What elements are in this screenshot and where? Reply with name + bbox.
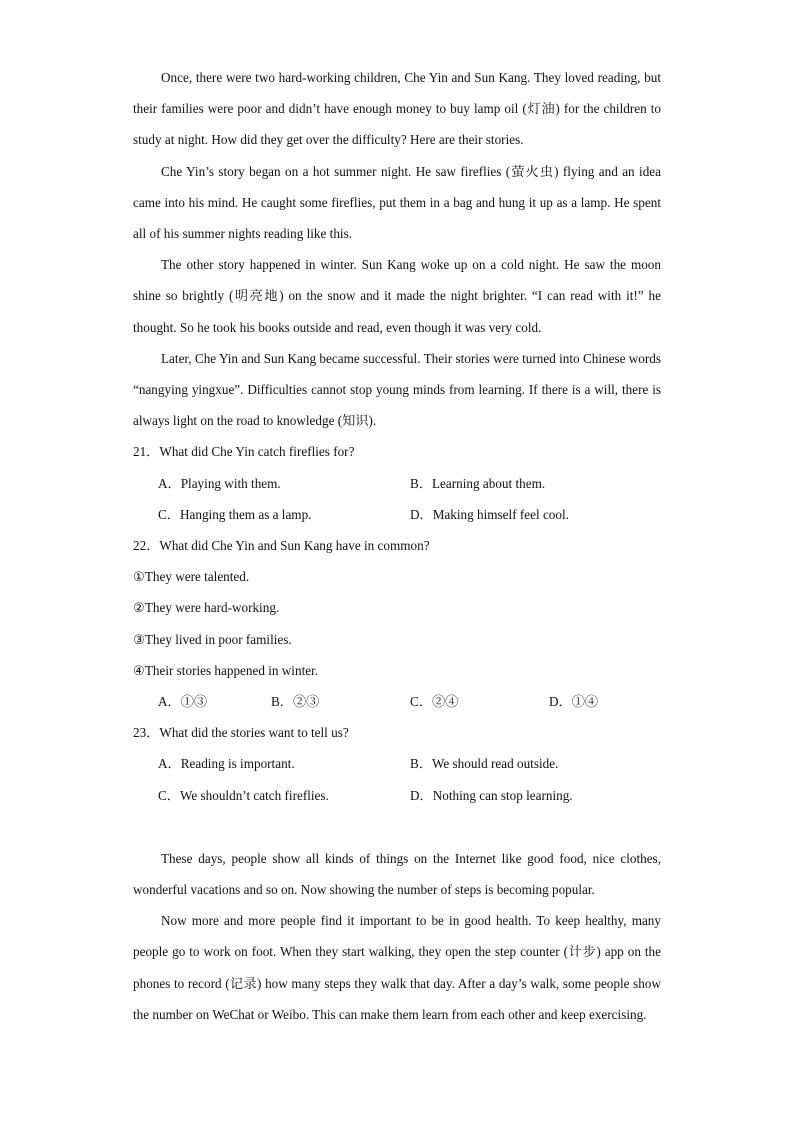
statement-4: ④Their stories happened in winter. bbox=[133, 662, 319, 678]
option-a: A．①③ bbox=[158, 694, 208, 710]
statement-2: ②They were hard-working. bbox=[133, 600, 280, 616]
option-d: D．Nothing can stop learning. bbox=[410, 787, 573, 803]
statement-1: ①They were talented. bbox=[133, 569, 250, 585]
passage-1-paragraph: Che Yin’s story began on a hot summer night. He saw fireflies (萤火虫) flying and an idea came into his mind. He caught some fireflies, put them in a bag and hung it up as a lamp. He spent all of his summer nights reading like this. bbox=[133, 163, 661, 242]
option-b: B．②③ bbox=[271, 694, 320, 710]
option-a: A．Playing with them. bbox=[158, 475, 281, 491]
option-b: B．Learning about them. bbox=[410, 475, 546, 491]
option-d: D．Making himself feel cool. bbox=[410, 506, 569, 522]
passage-2-paragraph: Now more and more people find it important to be in good health. To keep healthy, many people go to work on foot. When they start walking, they open the step counter (计步) app on the phones to record (记录) how many steps they walk that day. After a day’s walk, some people show the number on WeChat or Weibo. This can make them learn from each other and keep exercising. bbox=[133, 913, 661, 1022]
question-21-stem: 21．What did Che Yin catch fireflies for? bbox=[133, 444, 355, 460]
passage-2-paragraph: These days, people show all kinds of things on the Internet like good food, nice clothes, wonderful vacations and so on. Now showing the number of steps is becoming popular. bbox=[133, 850, 661, 898]
passage-1-paragraph: Later, Che Yin and Sun Kang became successful. Their stories were turned into Chinese words “nangying yingxue”. Difficulties cannot stop young minds from learning. If there is a will, there is always light on the road to knowledge (知识). bbox=[133, 350, 661, 429]
question-21-options bbox=[133, 468, 661, 530]
question-22 bbox=[133, 530, 661, 717]
question-23-stem: 23．What did the stories want to tell us? bbox=[133, 725, 349, 741]
option-c: C．②④ bbox=[410, 694, 459, 710]
passage-1-paragraph: The other story happened in winter. Sun Kang woke up on a cold night. He saw the moon shine so brightly (明亮地) on the snow and it made the night brighter. “I can read with it!” he thought. So he took his books outside and read, even though it was very cold. bbox=[133, 257, 661, 335]
passage-2 bbox=[133, 843, 661, 1030]
option-d: D．①④ bbox=[549, 694, 599, 710]
question-22-stem: 22．What did Che Yin and Sun Kang have in common? bbox=[133, 538, 430, 554]
option-c: C．We shouldn’t catch fireflies. bbox=[158, 787, 329, 803]
statement-3: ③They lived in poor families. bbox=[133, 631, 292, 647]
passage-1-paragraph: Once, there were two hard-working children, Che Yin and Sun Kang. They loved reading, but their families were poor and didn’t have enough money to buy lamp oil (灯油) for the children to study at night. How did they get over the difficulty? Here are their stories. bbox=[133, 70, 661, 148]
section-gap bbox=[133, 811, 661, 843]
question-23 bbox=[133, 717, 661, 811]
option-b: B．We should read outside. bbox=[410, 756, 559, 772]
passage-1 bbox=[133, 62, 661, 436]
question-21 bbox=[133, 436, 661, 530]
question-23-options bbox=[133, 748, 661, 810]
question-22-options bbox=[133, 686, 661, 717]
exam-page bbox=[133, 62, 661, 1030]
option-c: C．Hanging them as a lamp. bbox=[158, 506, 312, 522]
option-a: A．Reading is important. bbox=[158, 756, 295, 772]
